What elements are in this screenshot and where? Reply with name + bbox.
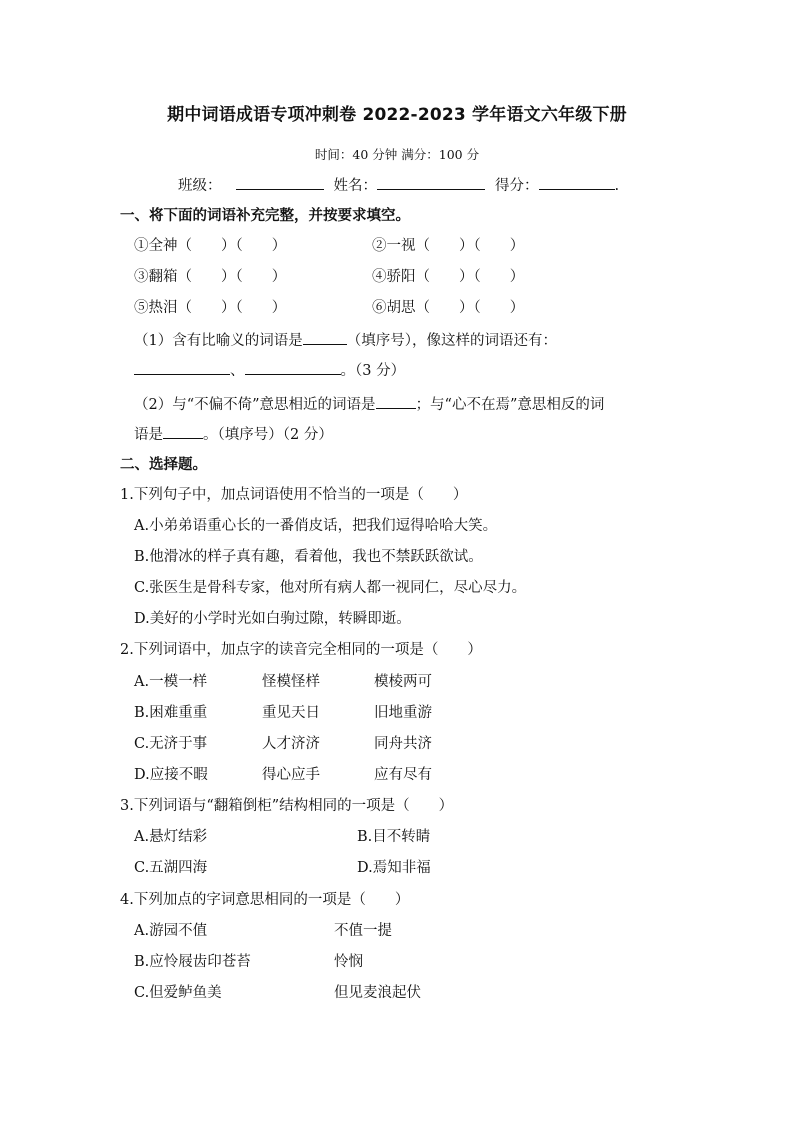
name-label: 姓名： <box>333 178 377 194</box>
name-blank[interactable] <box>377 175 485 190</box>
q1-text-end: 。（3 分） <box>340 363 406 379</box>
q3-option-a: A.悬灯结彩 <box>134 829 208 845</box>
q1-blank-number[interactable] <box>303 330 347 345</box>
section1-question-1 <box>134 330 557 351</box>
idiom-item-5: ⑤热泪（ ）（ ） <box>134 300 287 316</box>
section1-heading: 一、将下面的词语补充完整，并按要求填空。 <box>120 208 410 224</box>
q4-row-b-col1: B.应怜屐齿印苍苔 <box>134 954 251 970</box>
q1-option-d: D.美好的小学时光如白驹过隙，转瞬即逝。 <box>134 611 411 627</box>
q2-row-d-col3: 应有尽有 <box>374 767 432 783</box>
q2-row-a-col1: A.一模一样 <box>134 674 208 690</box>
q3-option-d: D.焉知非福 <box>357 860 431 876</box>
q1-stem: 1.下列句子中，加点词语使用不恰当的一项是（ ） <box>120 487 468 503</box>
class-blank[interactable] <box>236 175 324 190</box>
q2-blank-opposite[interactable] <box>163 424 203 439</box>
score-label: 得分： <box>495 178 539 194</box>
q1-separator: 、 <box>230 363 245 379</box>
info-end-mark: . <box>614 178 620 194</box>
q1-option-c: C.张医生是骨科专家，他对所有病人都一视同仁，尽心尽力。 <box>134 580 527 596</box>
q4-row-c-col2: 但见麦浪起伏 <box>334 985 421 1001</box>
q2-text-d: 。（填序号）（2 分） <box>203 427 333 443</box>
q2-text-c: 语是 <box>134 427 163 443</box>
q3-option-b: B.目不转睛 <box>357 829 431 845</box>
q2-row-b-col1: B.困难重重 <box>134 705 208 721</box>
student-info-row <box>178 175 619 196</box>
q2-row-b-col2: 重见天日 <box>262 705 320 721</box>
q4-row-c-col1: C.但爱鲈鱼美 <box>134 985 222 1001</box>
q1-text-a: （1）含有比喻义的词语是 <box>134 333 303 349</box>
section1-question-1-cont <box>134 360 405 381</box>
q2-row-d-col1: D.应接不暇 <box>134 767 208 783</box>
q2-row-b-col3: 旧地重游 <box>374 705 432 721</box>
q2-stem: 2.下列词语中，加点字的读音完全相同的一项是（ ） <box>120 642 482 658</box>
section2-heading: 二、选择题。 <box>120 457 207 473</box>
q1-blank-word-2[interactable] <box>245 360 341 375</box>
q2-row-d-col2: 得心应手 <box>262 767 320 783</box>
idiom-item-4: ④骄阳（ ）（ ） <box>372 269 525 285</box>
q2-row-c-col1: C.无济于事 <box>134 736 208 752</box>
q4-row-a-col1: A.游园不值 <box>134 923 208 939</box>
idiom-item-3: ③翻箱（ ）（ ） <box>134 269 287 285</box>
idiom-item-6: ⑥胡思（ ）（ ） <box>372 300 525 316</box>
q2-row-a-col2: 怪模怪样 <box>262 674 320 690</box>
q3-option-c: C.五湖四海 <box>134 860 208 876</box>
q4-row-a-col2: 不值一提 <box>334 923 392 939</box>
q3-stem: 3.下列词语与“翻箱倒柜”结构相同的一项是（ ） <box>120 798 454 814</box>
q2-blank-near[interactable] <box>376 394 416 409</box>
q2-text-b: ；与“心不在焉”意思相反的词 <box>415 397 605 413</box>
q2-row-a-col3: 模棱两可 <box>374 674 432 690</box>
idiom-item-2: ②一视（ ）（ ） <box>372 238 525 254</box>
q1-option-a: A.小弟弟语重心长的一番俏皮话，把我们逗得哈哈大笑。 <box>134 518 498 534</box>
section1-question-2 <box>134 394 604 415</box>
q4-stem: 4.下列加点的字词意思相同的一项是（ ） <box>120 892 410 908</box>
q1-blank-word-1[interactable] <box>134 360 230 375</box>
q1-text-b: （填序号），像这样的词语还有： <box>346 333 557 349</box>
q2-row-c-col3: 同舟共济 <box>374 736 432 752</box>
exam-time-score: 时间：40 分钟 满分：100 分 <box>314 147 480 162</box>
q2-row-c-col2: 人才济济 <box>262 736 320 752</box>
class-label: 班级： <box>178 178 222 194</box>
idiom-item-1: ①全神（ ）（ ） <box>134 238 287 254</box>
section1-question-2-cont <box>134 424 333 445</box>
q4-row-b-col2: 怜悯 <box>334 954 363 970</box>
score-blank[interactable] <box>539 175 615 190</box>
q2-text-a: （2）与“不偏不倚”意思相近的词语是 <box>134 397 376 413</box>
page-title: 期中词语成语专项冲刺卷 2022-2023 学年语文六年级下册 <box>167 105 627 125</box>
q1-option-b: B.他滑冰的样子真有趣，看着他，我也不禁跃跃欲试。 <box>134 549 483 565</box>
